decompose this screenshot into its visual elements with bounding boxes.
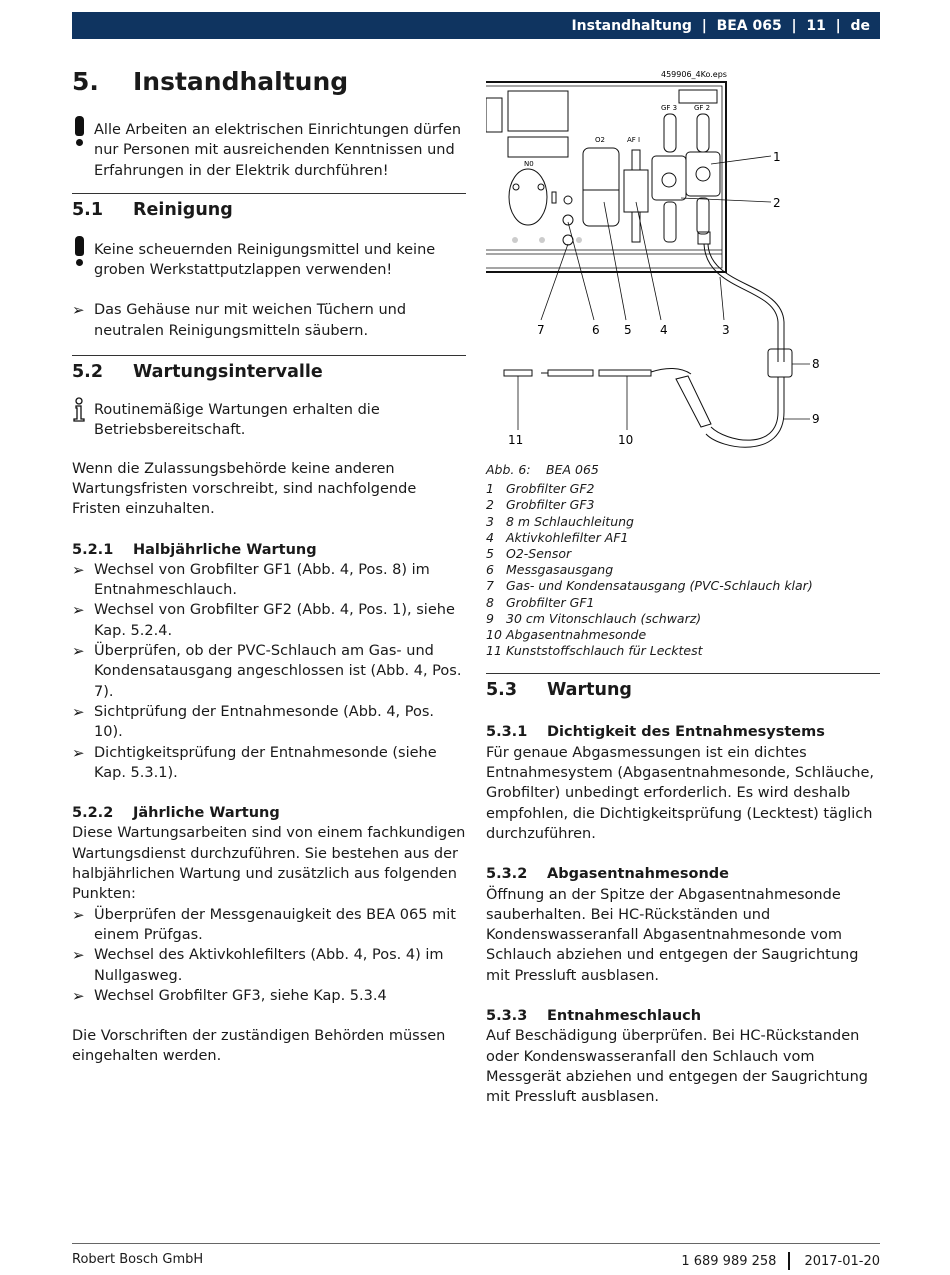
chapter-heading: 5. Instandhaltung xyxy=(72,67,349,96)
left-column xyxy=(72,62,466,1067)
list-item: ➢ Dichtigkeitsprüfung der Entnahmesonde (siehe Kap. 5.3.1). xyxy=(72,743,466,784)
callout-6: 6 xyxy=(592,323,600,337)
list-item: ➢ Wechsel Grobfilter GF3, siehe Kap. 5.3.4 xyxy=(72,986,387,1005)
callout-11: 11 xyxy=(508,433,524,447)
legend-item: 6 Messgasausgang xyxy=(486,562,614,578)
warning-note: Keine scheuernden Reinigungsmittel und keine groben Werkstattputzlappen verwenden! xyxy=(72,240,466,281)
arrow-bullet-icon: ➢ xyxy=(72,702,85,721)
arrow-bullet-icon: ➢ xyxy=(72,946,85,965)
arrow-bullet-icon: ➢ xyxy=(72,986,85,1005)
svg-text:GF 3: GF 3 xyxy=(661,104,678,112)
arrow-bullet-icon: ➢ xyxy=(72,601,85,620)
exclamation-icon xyxy=(72,240,94,281)
legend-item: 9 30 cm Vitonschlauch (schwarz) xyxy=(486,610,702,626)
exclamation-icon xyxy=(72,120,94,181)
header-language: de xyxy=(850,17,870,34)
list-item: ➢ Überprüfen der Messgenauigkeit des BEA 065 mit einem Prüfgas. xyxy=(72,905,466,946)
footer-date: 2017-01-20 xyxy=(804,1253,880,1269)
callout-4: 4 xyxy=(660,323,668,337)
footer-company: Robert Bosch GmbH xyxy=(72,1252,204,1267)
footer-document-number: 1 689 989 258 xyxy=(681,1253,777,1269)
callout-7: 7 xyxy=(537,323,545,337)
divider xyxy=(486,673,880,674)
list-item: ➢ Wechsel von Grobfilter GF2 (Abb. 4, Pos. 1), siehe Kap. 5.2.4. xyxy=(72,600,466,641)
legend-item: 7 Gas- und Kondensatausgang (PVC-Schlauch klar) xyxy=(486,578,813,594)
paragraph: Die Vorschriften der zuständigen Behörden müssen eingehalten werden. xyxy=(72,1028,446,1065)
callout-3: 3 xyxy=(722,323,730,337)
arrow-bullet-icon: ➢ xyxy=(72,743,85,762)
device-diagram xyxy=(486,62,880,454)
warning-note: Alle Arbeiten an elektrischen Einrichtungen dürfen nur Personen mit ausreichenden Kenntnissen und Erfahrungen in der Elektrik durchführen! xyxy=(72,120,466,181)
arrow-bullet-icon: ➢ xyxy=(72,301,85,320)
callout-8: 8 xyxy=(812,357,820,371)
subsection-heading-5-3-3: 5.3.3 Entnahmeschlauch xyxy=(486,1008,702,1024)
section-heading-5-3: 5.3 Wartung xyxy=(486,680,632,701)
arrow-bullet-icon: ➢ xyxy=(72,560,85,579)
figure-caption: Abb. 6: BEA 065 1 Grobfilter GF2 2 Grobfilter GF3 3 8 m Schlauchleitung 4 Aktivkohlefilter AF1 5 O2-Sensor 6 Messgasausgang 7 Gas- und Kondensatausgang (PVC-Schlauch klar) 8 Grobfilter GF1 9 30 cm Vitonschlauch (schwarz) 10 Abgasentnahmesonde 11 Kunststoffschlauch für Lecktest xyxy=(486,462,880,659)
info-icon xyxy=(72,400,94,441)
section-heading-5-2: 5.2 Wartungsintervalle xyxy=(72,362,323,383)
paragraph: Öffnung an der Spitze der Abgasentnahmesonde sauberhalten. Bei HC-Rückständen und Kondenswasseranfall Abgasentnahmesonde vom Schlauch abziehen und entgegen der Saugrichtung mit Pressluft ausblasen. xyxy=(486,886,859,984)
svg-text:GF 2: GF 2 xyxy=(694,104,711,112)
info-note: Routinemäßige Wartungen erhalten die Betriebsbereitschaft. xyxy=(72,400,466,441)
legend-item: 4 Aktivkohlefilter AF1 xyxy=(486,529,629,545)
page-footer xyxy=(72,1243,880,1269)
list xyxy=(72,560,466,783)
subsection-heading-5-3-1: 5.3.1 Dichtigkeit des Entnahmesystems xyxy=(486,724,825,741)
legend-item: 8 Grobfilter GF1 xyxy=(486,594,595,610)
callout-2: 2 xyxy=(773,196,781,210)
legend-item: 5 O2-Sensor xyxy=(486,546,572,562)
list-item: ➢ Wechsel des Aktivkohlefilters (Abb. 4, Pos. 4) im Nullgasweg. xyxy=(72,945,466,986)
section-heading-5-1: 5.1 Reinigung xyxy=(72,199,233,220)
footer-separator xyxy=(788,1252,790,1270)
arrow-bullet-icon: ➢ xyxy=(72,642,85,661)
paragraph: Diese Wartungsarbeiten sind von einem fachkundigen Wartungsdienst durchzuführen. Sie bestehen aus der halbjährlichen Wartung und zusätzlich aus folgenden Punkten: xyxy=(72,825,466,903)
callout-9: 9 xyxy=(812,412,820,426)
subsection-heading-5-2-2: 5.2.2 Jährliche Wartung xyxy=(72,805,280,822)
header-separator: | xyxy=(791,17,797,34)
svg-text:N0: N0 xyxy=(524,160,534,168)
svg-text:O2: O2 xyxy=(595,136,605,144)
divider xyxy=(72,193,466,194)
list-item: ➢ Wechsel von Grobfilter GF1 (Abb. 4, Pos. 8) im Entnahmeschlauch. xyxy=(72,560,466,601)
svg-text:AF I: AF I xyxy=(627,136,641,144)
legend-item: 10 Abgasentnahmesonde xyxy=(486,627,647,643)
paragraph: Wenn die Zulassungsbehörde keine anderen Wartungsfristen vorschreibt, sind nachfolgende Fristen einzuhalten. xyxy=(72,460,417,518)
subsection-heading-5-2-1: 5.2.1 Halbjährliche Wartung xyxy=(72,541,317,558)
legend-item: 11 Kunststoffschlauch für Lecktest xyxy=(486,643,703,659)
header-separator: | xyxy=(835,17,841,34)
list-item: ➢ Sichtprüfung der Entnahmesonde (Abb. 4, Pos. 10). xyxy=(72,702,466,743)
paragraph: Auf Beschädigung überprüfen. Bei HC-Rückstanden oder Kondenswasseranfall den Schlauch vom Messgerät abziehen und entgegen der Saugrichtung mit Pressluft ausblasen. xyxy=(486,1028,869,1106)
header-product: BEA 065 xyxy=(716,17,782,34)
divider xyxy=(72,355,466,356)
header-section: Instandhaltung xyxy=(571,17,692,34)
legend-item: 2 Grobfilter GF3 xyxy=(486,497,595,513)
legend-item: 1 Grobfilter GF2 xyxy=(486,481,595,497)
page-header xyxy=(72,12,880,39)
header-separator: | xyxy=(701,17,707,34)
header-page-number: 11 xyxy=(806,17,826,34)
arrow-bullet-icon: ➢ xyxy=(72,905,85,924)
callout-5: 5 xyxy=(624,323,632,337)
callout-1: 1 xyxy=(773,150,781,164)
callout-10: 10 xyxy=(618,433,634,447)
paragraph: Für genaue Abgasmessungen ist ein dichtes Entnahmesystem (Abgasentnahmesonde, Schläuche, Grobfilter) unbedingt erforderlich. Es wird deshalb empfohlen, die Dichtigkeitsprüfung (Lecktest) täglich durchzuführen. xyxy=(486,744,875,842)
list-item: ➢ Das Gehäuse nur mit weichen Tüchern und neutralen Reinigungsmitteln säubern. xyxy=(72,300,466,341)
figure-file-label: 459906_4Ko.eps xyxy=(661,70,727,79)
list xyxy=(72,905,466,1006)
legend-item: 3 8 m Schlauchleitung xyxy=(486,513,634,529)
list-item: ➢ Überprüfen, ob der PVC-Schlauch am Gas- und Kondensatausgang angeschlossen ist (Abb. 4, Pos. 7). xyxy=(72,641,466,702)
subsection-heading-5-3-2: 5.3.2 Abgasentnahmesonde xyxy=(486,866,729,883)
right-column xyxy=(486,62,880,1107)
